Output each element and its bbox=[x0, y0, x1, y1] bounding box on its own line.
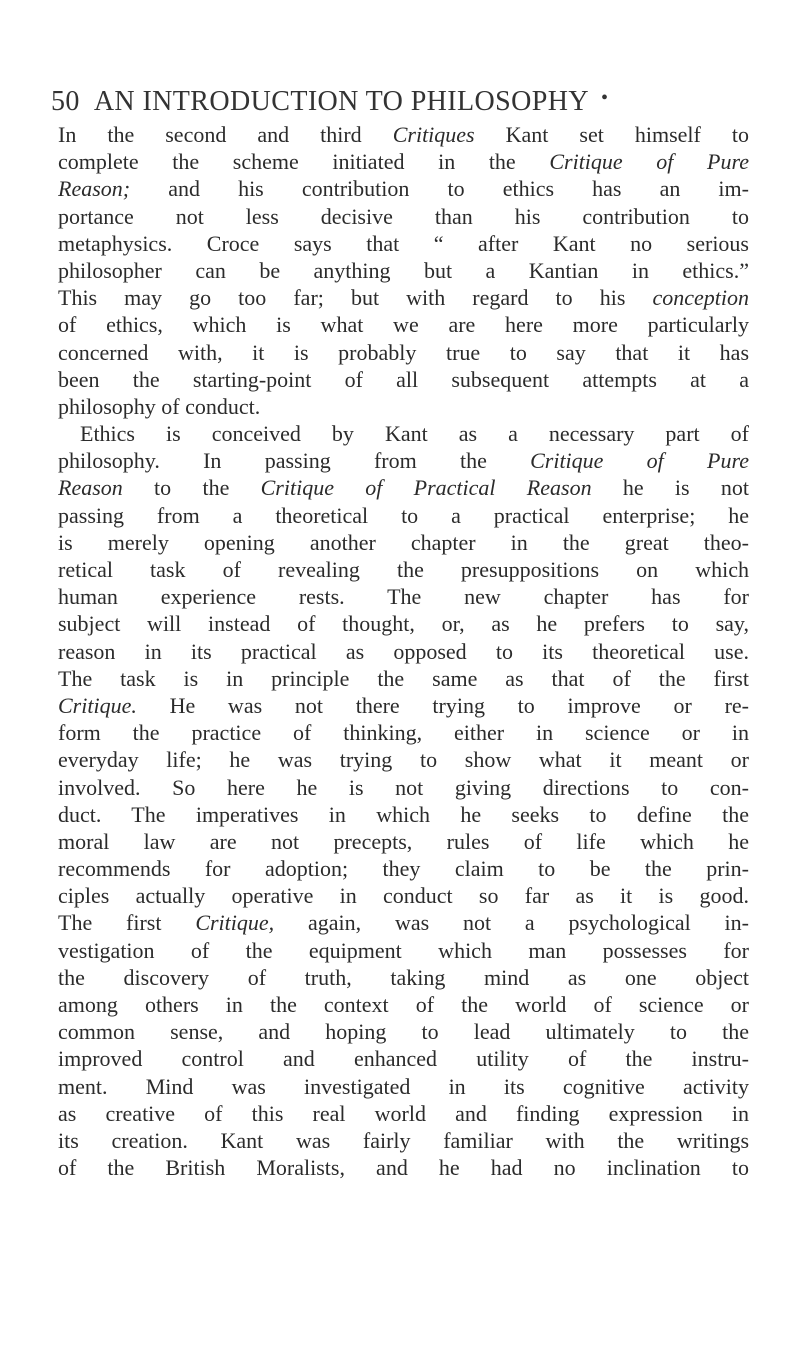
text-line bbox=[58, 1127, 749, 1154]
text-segment: ciples actually operative in conduct so far as it is good. bbox=[58, 883, 749, 909]
text-segment: involved. So here he is not giving directions to con- bbox=[58, 774, 749, 800]
text-line bbox=[58, 1154, 749, 1181]
text-line bbox=[58, 909, 749, 936]
text-segment: duct. The imperatives in which he seeks to define the bbox=[58, 801, 749, 827]
text-line bbox=[58, 203, 749, 230]
text-line bbox=[58, 148, 749, 175]
text-segment: as creative of this real world and finding expression in bbox=[58, 1100, 749, 1126]
text-segment: complete the scheme initiated in the bbox=[58, 149, 550, 175]
text-segment: of the British Moralists, and he had no inclination to bbox=[58, 1155, 749, 1181]
running-head-mark: • bbox=[600, 87, 609, 109]
text-line bbox=[58, 447, 749, 474]
text-segment: of ethics, which is what we are here more particularly bbox=[58, 312, 749, 338]
text-line bbox=[58, 746, 749, 773]
text-segment: the discovery of truth, taking mind as one object bbox=[58, 964, 749, 990]
text-line bbox=[58, 610, 749, 637]
text-segment: form the practice of thinking, either in science or in bbox=[58, 720, 749, 746]
text-segment: subject will instead of thought, or, as he prefers to say, bbox=[58, 611, 749, 637]
italic-title: Critique of Pure bbox=[549, 149, 749, 175]
italic-title: Critique of Practical Reason bbox=[260, 475, 592, 501]
text-segment: In the second and third bbox=[58, 122, 393, 147]
italic-title: Critique of Pure bbox=[530, 448, 749, 474]
text-segment: its creation. Kant was fairly familiar with the writings bbox=[58, 1127, 749, 1153]
text-segment: and his contribution to ethics has an im- bbox=[130, 176, 749, 202]
text-line bbox=[58, 1018, 749, 1045]
text-line bbox=[58, 1100, 749, 1127]
text-segment: philosopher can be anything but a Kantian in ethics.” bbox=[58, 257, 749, 283]
text-line bbox=[58, 665, 749, 692]
text-line bbox=[58, 230, 749, 257]
italic-title: Critiques bbox=[392, 122, 475, 147]
text-segment: improved control and enhanced utility of the instru- bbox=[58, 1046, 749, 1072]
text-segment: Kant set himself to bbox=[474, 122, 749, 147]
text-line bbox=[58, 719, 749, 746]
text-segment: is merely opening another chapter in the great theo- bbox=[58, 529, 749, 555]
text-segment: philosophy. In passing from the bbox=[58, 448, 531, 474]
text-segment: philosophy of conduct. bbox=[58, 393, 261, 419]
text-line bbox=[58, 366, 749, 393]
text-line bbox=[58, 828, 749, 855]
text-segment: vestigation of the equipment which man possesses for bbox=[58, 937, 749, 963]
text-line bbox=[58, 420, 749, 447]
body-text bbox=[58, 121, 749, 1181]
text-segment: common sense, and hoping to lead ultimately to the bbox=[58, 1019, 749, 1045]
text-line bbox=[58, 556, 749, 583]
text-segment: been the starting-point of all subsequent attempts at a bbox=[58, 366, 749, 392]
text-segment: human experience rests. The new chapter has for bbox=[58, 584, 749, 610]
text-segment: Ethics is conceived by Kant as a necessary part of bbox=[80, 421, 749, 447]
text-line bbox=[58, 393, 749, 420]
text-line bbox=[58, 175, 749, 202]
text-line bbox=[58, 311, 749, 338]
text-segment: This may go too far; but with regard to his bbox=[58, 285, 653, 311]
text-line bbox=[58, 638, 749, 665]
text-segment: again, was not a psychological in- bbox=[274, 910, 749, 936]
text-line bbox=[58, 1045, 749, 1072]
text-segment: he is not bbox=[591, 475, 749, 501]
text-line bbox=[58, 529, 749, 556]
text-line bbox=[58, 1073, 749, 1100]
italic-title: Critique, bbox=[195, 910, 275, 936]
text-segment: retical task of revealing the presuppositions on which bbox=[58, 557, 749, 582]
text-line bbox=[58, 121, 749, 148]
italic-title: Critique. bbox=[58, 692, 137, 718]
text-line bbox=[58, 991, 749, 1018]
text-segment: portance not less decisive than his contribution to bbox=[58, 203, 749, 229]
text-line bbox=[58, 474, 749, 501]
text-line bbox=[58, 801, 749, 828]
text-line bbox=[58, 964, 749, 991]
text-line bbox=[58, 583, 749, 610]
text-segment: concerned with, it is probably true to say that it has bbox=[58, 339, 749, 365]
text-segment: among others in the context of the world of science or bbox=[58, 992, 749, 1017]
text-segment: to the bbox=[122, 475, 261, 501]
text-segment: reason in its practical as opposed to its theoretical use. bbox=[58, 638, 749, 664]
text-segment: everyday life; he was trying to show what it meant or bbox=[58, 747, 749, 773]
text-segment: moral law are not precepts, rules of life which he bbox=[58, 828, 749, 854]
text-segment: He was not there trying to improve or re- bbox=[136, 692, 749, 718]
running-head bbox=[51, 86, 751, 126]
text-line bbox=[58, 937, 749, 964]
text-segment: recommends for adoption; they claim to be the prin- bbox=[58, 856, 749, 882]
text-segment: ment. Mind was investigated in its cognitive activity bbox=[58, 1073, 749, 1099]
text-segment: metaphysics. Croce says that “ after Kant no serious bbox=[58, 230, 749, 256]
text-line bbox=[58, 774, 749, 801]
text-line bbox=[58, 339, 749, 366]
italic-title: conception bbox=[652, 285, 749, 311]
text-line bbox=[58, 882, 749, 909]
text-line bbox=[58, 692, 749, 719]
text-line bbox=[58, 502, 749, 529]
text-line bbox=[58, 257, 749, 284]
italic-title: Reason; bbox=[58, 176, 131, 202]
page-number: 50 bbox=[51, 86, 80, 117]
text-segment: The first bbox=[58, 910, 196, 936]
text-line bbox=[58, 284, 749, 311]
text-line bbox=[58, 855, 749, 882]
text-segment: The task is in principle the same as that of the first bbox=[58, 665, 749, 691]
italic-title: Reason bbox=[58, 475, 123, 501]
text-segment: passing from a theoretical to a practical enterprise; he bbox=[58, 502, 749, 528]
running-head-title: AN INTRODUCTION TO PHILOSOPHY bbox=[93, 86, 589, 117]
